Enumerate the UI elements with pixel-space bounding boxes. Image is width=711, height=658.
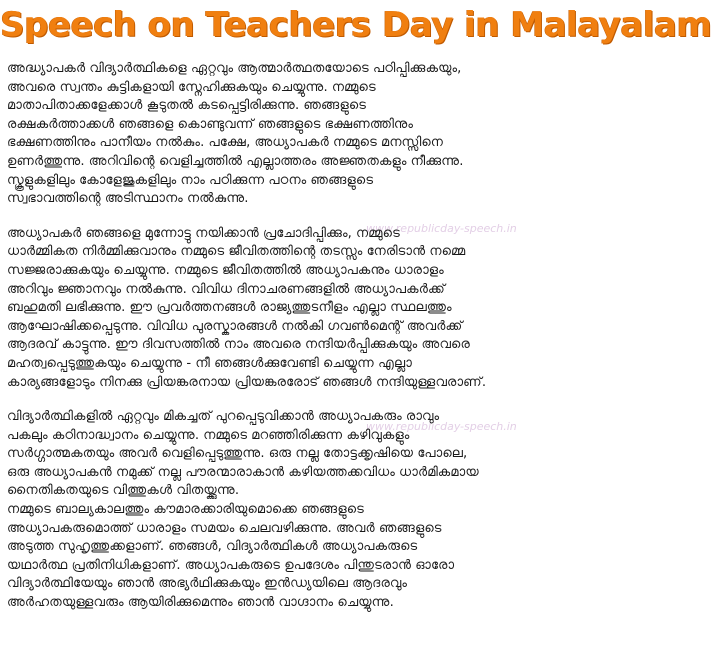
text-line: നൈതികതയുടെ വിത്തുകൾ വിതയ്ക്കുന്നു. xyxy=(7,483,240,499)
text-line: മഹത്വപ്പെടുത്തുകയും ചെയ്യുന്നു - നീ ഞങ്ങൾക്കുവേണ്ടി ചെയ്യുന്ന എല്ലാ xyxy=(7,355,412,371)
text-line: അധ്യാപകരുമൊത്ത് ധാരാളം സമയം ചെലവഴിക്കുന്നു. അവർ ഞങ്ങളുടെ xyxy=(7,520,442,536)
text-line: വിദ്യാർത്ഥിയേയും ഞാൻ അഭ്യർഥിക്കുകയും ഇൻഡ്യയിലെ ആദരവും xyxy=(7,576,408,592)
text-line: അവരെ സ്വന്തം കുട്ടികളായി സ്നേഹിക്കുകയും ചെയ്യുന്നു. നമ്മുടെ xyxy=(7,79,376,95)
text-line: ധാർമ്മികത നിർമ്മിക്കുവാനും നമ്മുടെ ജീവിതത്തിന്റെ തടസ്സം നേരിടാൻ നമ്മെ xyxy=(7,244,466,260)
text-line: ഭക്ഷണത്തിനും പാനീയം നൽകും. പക്ഷേ, അധ്യാപകർ നമ്മുടെ മനസ്സിനെ xyxy=(7,135,443,151)
text-line: ഉണർത്തുന്നു. അറിവിന്റെ വെളിച്ചത്തിൽ എല്ലാത്തരം അജ്ഞതകളും നീക്കുന്നു. xyxy=(7,153,464,169)
text-line: അറിവും ജ്ഞാനവും നൽകുന്നു. വിവിധ ദിനാചരണങ്ങളിൽ അധ്യാപകർക്ക് xyxy=(7,281,445,297)
text-line: സജ്ജരാക്കുകയും ചെയ്യുന്നു. നമ്മുടെ ജീവിതത്തിൽ അധ്യാപകനും ധാരാളം xyxy=(7,262,444,278)
text-line: യഥാർത്ഥ പ്രതിനിധികളാണ്. അധ്യാപകരുടെ ഉപദേശം പിന്തുടരാൻ ഓരോ xyxy=(7,557,455,573)
text-line: അടുത്ത സുഹൃത്തുക്കളാണ്. ഞങ്ങൾ, വിദ്യാർത്ഥികൾ അധ്യാപകരുടെ xyxy=(7,539,418,555)
text-line: ഒരു അധ്യാപകൻ നമുക്ക് നല്ല പൗരന്മാരാകാൻ കഴിയത്തക്കവിധം ധാർമികമായ xyxy=(7,464,479,480)
text-line: സ്വഭാവത്തിന്റെ അടിസ്ഥാനം നൽകുന്നു. xyxy=(7,191,249,207)
text-line: അദ്ധ്യാപകർ വിദ്യാർത്ഥികളെ ഏറ്റവും ആത്മാർത്ഥതയോടെ പഠിപ്പിക്കുകയും, xyxy=(7,61,462,76)
paragraph-2 xyxy=(7,225,615,392)
text-line: അർഹതയുള്ളവരും ആയിരിക്കുമെന്നും ഞാൻ വാഗ്ദാനം ചെയ്യുന്നു. xyxy=(7,595,394,611)
text-line: രക്ഷകർത്താക്കൾ ഞങ്ങളെ കൊണ്ടുവന്ന് ഞങ്ങളുടെ ഭക്ഷണത്തിനും xyxy=(7,116,413,132)
text-line: നമ്മുടെ ബാല്യകാലത്തും കൗമാരക്കാരിയുമൊക്കെ ഞങ്ങളുടെ xyxy=(7,502,364,518)
text-line: ആദരവ് കാട്ടുന്നു. ഈ ദിവസത്തിൽ നാം അവരെ നന്ദിയർപ്പിക്കുകയും അവരെ xyxy=(7,337,470,353)
text-line: ബഹുമതി ലഭിക്കുന്നു. ഈ പ്രവർത്തനങ്ങൾ രാജ്യത്തുടനീളം എല്ലാ സ്ഥലത്തും xyxy=(7,300,452,316)
watermark: www.republicday-speech.in xyxy=(366,222,517,235)
speech-body xyxy=(7,60,615,613)
text-line: മാതാപിതാക്കളേക്കാൾ കൂടുതൽ കടപ്പെട്ടിരിക്കുന്നു. ഞങ്ങളുടെ xyxy=(7,98,367,114)
text-line: പകലും കഠിനാദ്ധ്വാനം ചെയ്യുന്നു. നമ്മുടെ മറഞ്ഞിരിക്കുന്ന കഴിവുകളും xyxy=(7,427,410,443)
text-line: സ്കൂളുകളിലും കോളേജുകളിലും നാം പഠിക്കുന്ന പഠനം ഞങ്ങളുടെ xyxy=(7,172,374,188)
paragraph-3 xyxy=(7,408,615,501)
text-line: അധ്യാപകർ ഞങ്ങളെ മുന്നോട്ടു നയിക്കാൻ പ്രചോദിപ്പിക്കും, നമ്മുടെ xyxy=(7,225,400,241)
page-title: Speech on Teachers Day in Malayalam xyxy=(0,5,711,45)
paragraph-1 xyxy=(7,60,615,209)
watermark: www.republicday-speech.in xyxy=(366,420,517,433)
text-line: കാര്യങ്ങളോടും നിനക്കു പ്രിയങ്കരനായ പ്രിയങ്കരരോട് ഞങ്ങൾ നന്ദിയുള്ളവരാണ്. xyxy=(7,374,487,390)
text-line: വിദ്യാർത്ഥികളിൽ ഏറ്റവും മികച്ചത് പുറപ്പെടുവിക്കാൻ അധ്യാപകരും രാവും xyxy=(7,409,440,425)
paragraph-4 xyxy=(7,501,615,613)
text-line: സർഗ്ഗാത്മകതയും അവർ വെളിപ്പെടുത്തുന്നു. ഒരു നല്ല തോട്ടക്കൃഷിയെ പോലെ, xyxy=(7,446,468,462)
text-line: ആഘോഷിക്കപ്പെടുന്നു. വിവിധ പുരസ്കാരങ്ങൾ നൽകി ഗവൺമെന്റ് അവർക്ക് xyxy=(7,318,463,334)
